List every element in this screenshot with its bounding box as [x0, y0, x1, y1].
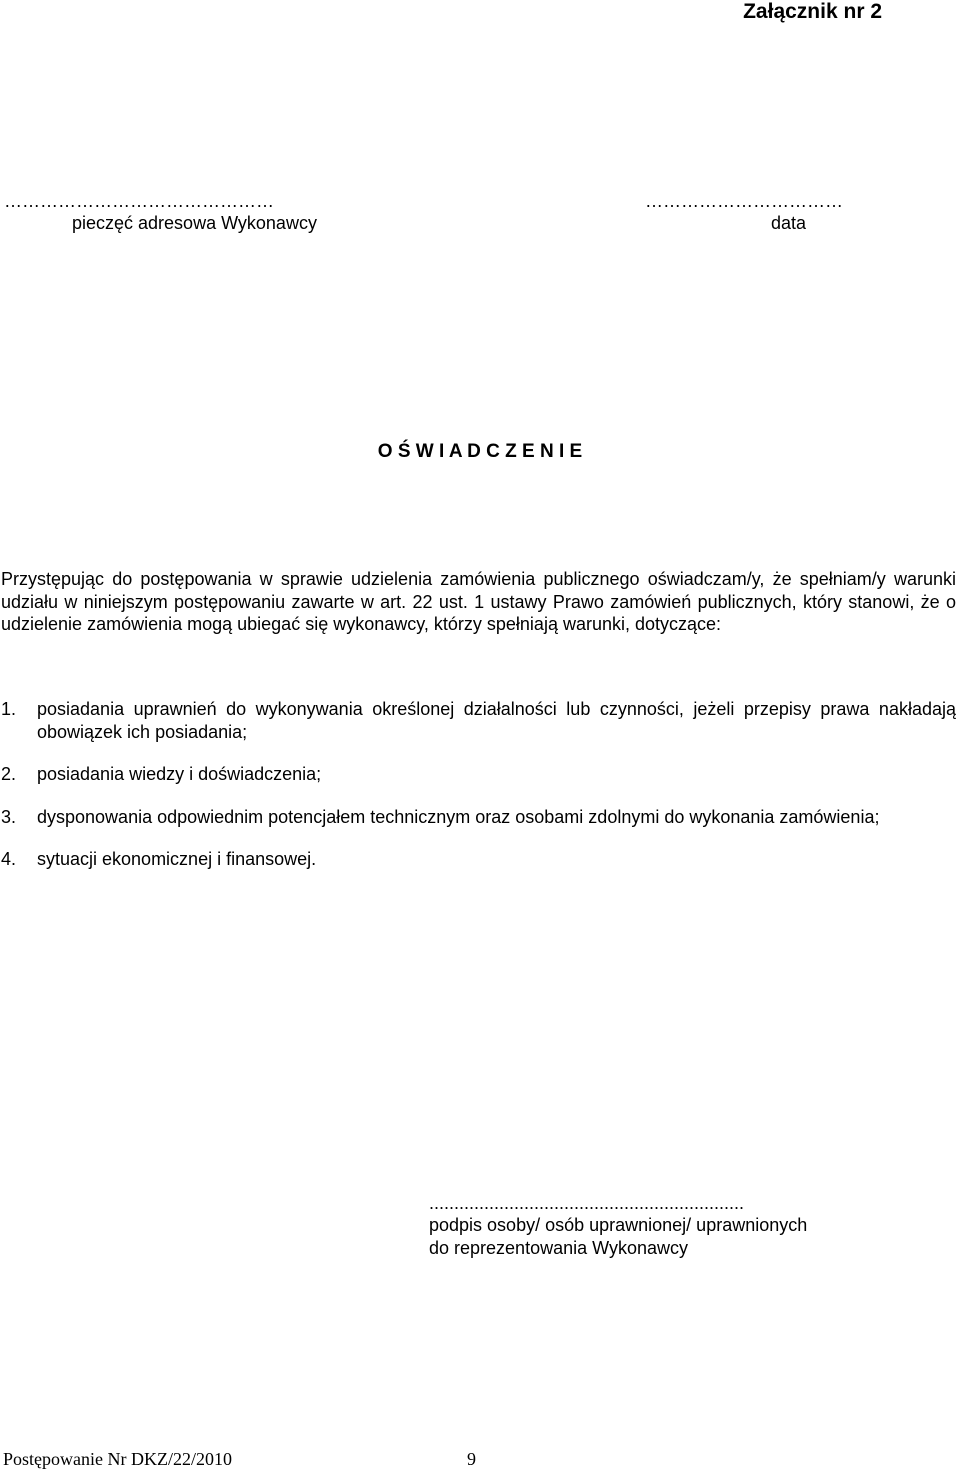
list-item-number: 4. — [1, 849, 17, 869]
stamp-placeholder-dots: ……………………………………… — [4, 191, 274, 211]
list-item-text: dysponowania odpowiednim potencjałem technicznym oraz osobami zdolnymi do wykonania zamówienia; — [37, 806, 880, 827]
list-item-number: 2. — [1, 764, 17, 784]
signature-placeholder-dots: ............................................................... — [429, 1193, 745, 1213]
date-placeholder-dots: …………………………… — [645, 191, 843, 211]
list-item-text: sytuacji ekonomicznej i finansowej. — [37, 849, 317, 869]
signature-label-line1: podpis osoby/ osób uprawnionej/ uprawnionych — [429, 1215, 808, 1235]
list-item-text: posiadania uprawnień do wykonywania określonej działalności lub czynności, jeżeli przepisy prawa nakładają obowiązek ich posiadania; — [37, 699, 956, 742]
list-item — [1, 698, 956, 743]
stamp-label: pieczęć adresowa Wykonawcy — [72, 213, 317, 233]
footer-proceeding-number: Postępowanie Nr DKZ/22/2010 — [3, 1449, 232, 1469]
document-title: O Ś W I A D C Z E N I E — [377, 441, 583, 462]
date-label: data — [771, 213, 807, 233]
list-item-number: 1. — [1, 699, 17, 719]
footer-page-number: 9 — [467, 1449, 476, 1469]
list-item — [1, 763, 956, 786]
list-item — [1, 848, 956, 871]
intro-paragraph: Przystępując do postępowania w sprawie udzielenia zamówienia publicznego oświadczam/y, że spełniam/y warunki udziału w niniejszym postępowaniu zawarte w art. 22 ust. 1 ustawy Prawo zamówień publicznych, który stanowi, że o udzielenie zamówienia mogą ubiegać się wykonawcy, którzy spełniają warunki, dotyczące: — [1, 569, 956, 634]
list-item-number: 3. — [1, 806, 17, 827]
list-item-text: posiadania wiedzy i doświadczenia; — [37, 764, 322, 784]
annex-number: Załącznik nr 2 — [743, 0, 882, 23]
signature-label-line2: do reprezentowania Wykonawcy — [429, 1238, 688, 1258]
conditions-list — [1, 698, 956, 891]
list-item — [1, 806, 956, 829]
